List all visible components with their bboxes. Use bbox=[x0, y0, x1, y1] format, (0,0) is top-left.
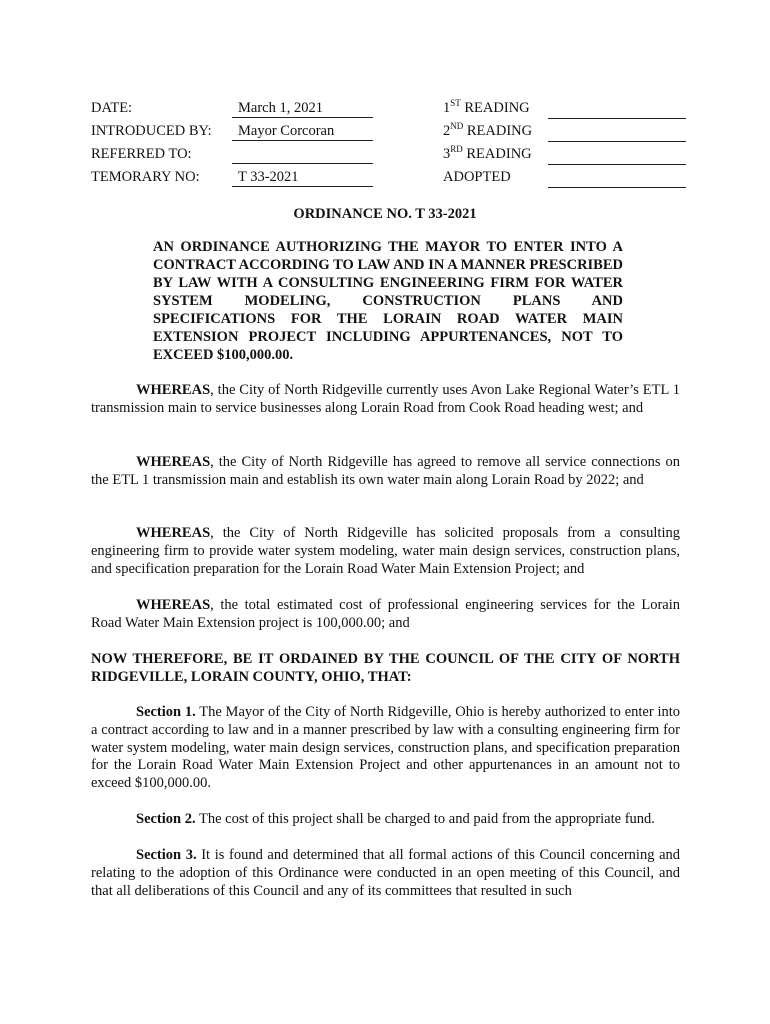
first-reading-label: 1ST READING bbox=[443, 98, 530, 116]
date-value: March 1, 2021 bbox=[232, 99, 373, 118]
whereas-clause-4: WHEREAS, the total estimated cost of professional engineering services for the Lorain Road Water Main Extension project is 100,000.00; and bbox=[91, 597, 680, 631]
whereas-clause-2: WHEREAS, the City of North Ridgeville has agreed to remove all service connections on the ETL 1 transmission main and establish its own water main along Lorain Road by 2022; and bbox=[91, 454, 680, 488]
section-1: Section 1. The Mayor of the City of North Ridgeville, Ohio is hereby authorized to enter into a contract according to law and in a manner prescribed by law with a consulting engineering firm for water system modeling, water main design services, construction plans, and specification preparation for the Lorain Road Water Main Extension Project and other appurtenances in an amount not to exceed $100,000.00. bbox=[91, 704, 680, 792]
section-2: Section 2. The cost of this project shall be charged to and paid from the appropriate fund. bbox=[136, 811, 655, 827]
introduced-by-label: INTRODUCED BY: bbox=[91, 123, 212, 139]
ordaining-clause: NOW THEREFORE, BE IT ORDAINED BY THE COUNCIL OF THE CITY OF NORTH RIDGEVILLE, LORAIN COUNTY, OHIO, THAT: bbox=[91, 651, 680, 685]
ordinance-caption: AN ORDINANCE AUTHORIZING THE MAYOR TO ENTER INTO A CONTRACT ACCORDING TO LAW AND IN A MANNER PRESCRIBED BY LAW WITH A CONSULTING ENGINEERING FIRM FOR WATER SYSTEM MODELING, CONSTRUCTION PLANS AND SPECIFICATIONS FOR THE LORAIN ROAD WATER MAIN EXTENSION PROJECT INCLUDING APPURTENANCES, NOT TO EXCEED $100,000.00. bbox=[153, 239, 623, 363]
temporary-no-value: T 33-2021 bbox=[232, 168, 373, 187]
whereas-clause-1: WHEREAS, the City of North Ridgeville currently uses Avon Lake Regional Water’s ETL 1 transmission main to service businesses along Lorain Road from Cook Road heading west; and bbox=[91, 382, 680, 416]
whereas-clause-3: WHEREAS, the City of North Ridgeville has solicited proposals from a consulting engineering firm to provide water system modeling, water main design services, construction plans, and specification preparation for the Lorain Road Water Main Extension Project; and bbox=[91, 525, 680, 577]
first-reading-line bbox=[548, 99, 686, 119]
ordinance-title: ORDINANCE NO. T 33-2021 bbox=[293, 206, 477, 222]
referred-to-label: REFERRED TO: bbox=[91, 146, 192, 162]
section-3: Section 3. It is found and determined that all formal actions of this Council concerning and relating to the adoption of this Ordinance were conducted in an open meeting of this Council, and that all deliberations of this Council and any of its committees that resulted in such bbox=[91, 847, 681, 899]
temporary-no-label: TEMORARY NO: bbox=[91, 169, 200, 185]
adopted-label: ADOPTED bbox=[443, 169, 511, 185]
date-label: DATE: bbox=[91, 100, 133, 116]
third-reading-label: 3RD READING bbox=[443, 144, 532, 162]
referred-to-value bbox=[232, 145, 373, 164]
adopted-line bbox=[548, 168, 686, 188]
second-reading-label: 2ND READING bbox=[443, 121, 533, 139]
third-reading-line bbox=[548, 145, 686, 165]
second-reading-line bbox=[548, 122, 686, 142]
introduced-by-value: Mayor Corcoran bbox=[232, 122, 373, 141]
